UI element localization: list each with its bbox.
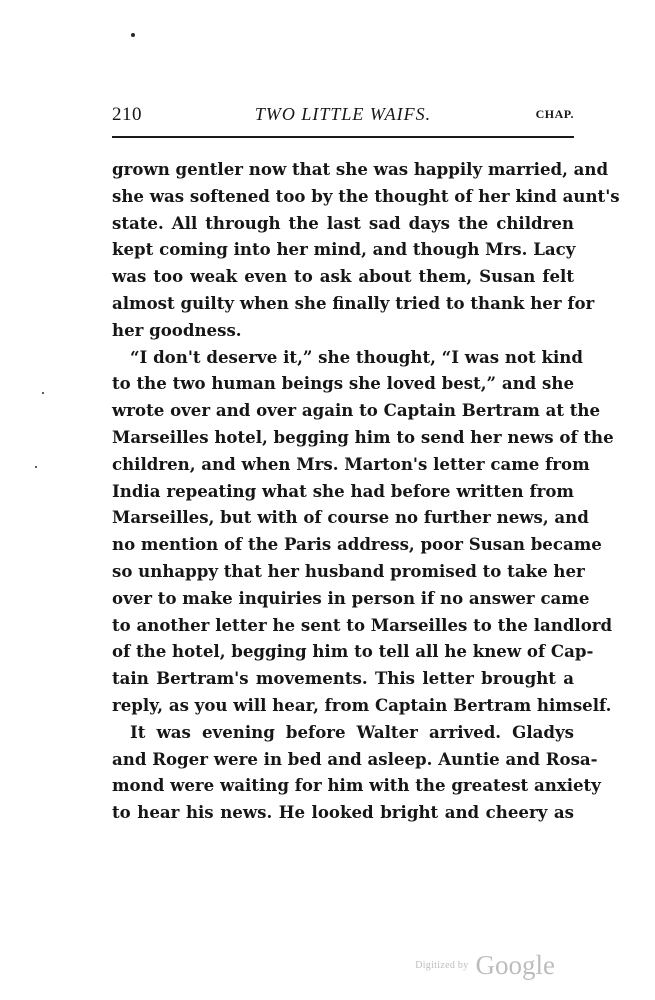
text-line: It was evening before Walter arrived. Gladys [130,721,574,742]
page-header [112,104,574,128]
text-line: no mention of the Paris address, poor Susan became [112,534,602,555]
text-line: “I don't deserve it,” she thought, “I was not kind [130,346,583,367]
text-line: she was softened too by the thought of her kind aunt's [112,185,620,206]
text-line: Marseilles, but with of course no further news, and [112,507,589,528]
watermark-prefix: Digitized by [415,960,469,971]
text-line: grown gentler now that she was happily married, and [112,159,609,179]
text-line: to another letter he sent to Marseilles to the landlord [112,614,613,635]
watermark-brand: Google [475,950,555,980]
header-rule [112,136,574,138]
text-line: tain Bertram's movements. This letter brought a [112,668,574,689]
text-line: her goodness. [112,319,242,340]
text-line: India repeating what she had before written from [112,480,574,501]
text-line: kept coming into her mind, and though Mrs. Lacy [112,239,576,260]
page-number: 210 [112,104,142,125]
text-line: of the hotel, begging him to tell all he knew of Cap- [112,641,594,662]
text-line: was too weak even to ask about them, Susan felt [112,266,574,287]
text-line: children, and when Mrs. Marton's letter came from [112,453,590,474]
text-line: to hear his news. He looked bright and cheery as [112,802,574,823]
text-line: so unhappy that her husband promised to take her [112,560,585,581]
ink-speck [35,466,37,468]
text-line: Marseilles hotel, begging him to send her news of the [112,426,614,447]
text-line: state. All through the last sad days the children [112,212,574,233]
body-text [112,156,620,826]
watermark [415,950,555,981]
text-line: over to make inquiries in person if no answer came [112,587,590,608]
ink-speck [42,392,44,394]
text-line: and Roger were in bed and asleep. Auntie and Rosa- [112,748,598,769]
text-line: reply, as you will hear, from Captain Bertram himself. [112,694,612,715]
text-line: to the two human beings she loved best,” and she [112,373,575,394]
text-line: almost guilty when she finally tried to thank her for [112,292,595,313]
running-title: TWO LITTLE WAIFS. [254,104,432,124]
text-line: mond were waiting for him with the greatest anxiety [112,775,601,796]
ink-speck [131,33,135,37]
chapter-label: CHAP. [535,107,574,121]
text-line: wrote over and over again to Captain Bertram at the [112,400,601,421]
